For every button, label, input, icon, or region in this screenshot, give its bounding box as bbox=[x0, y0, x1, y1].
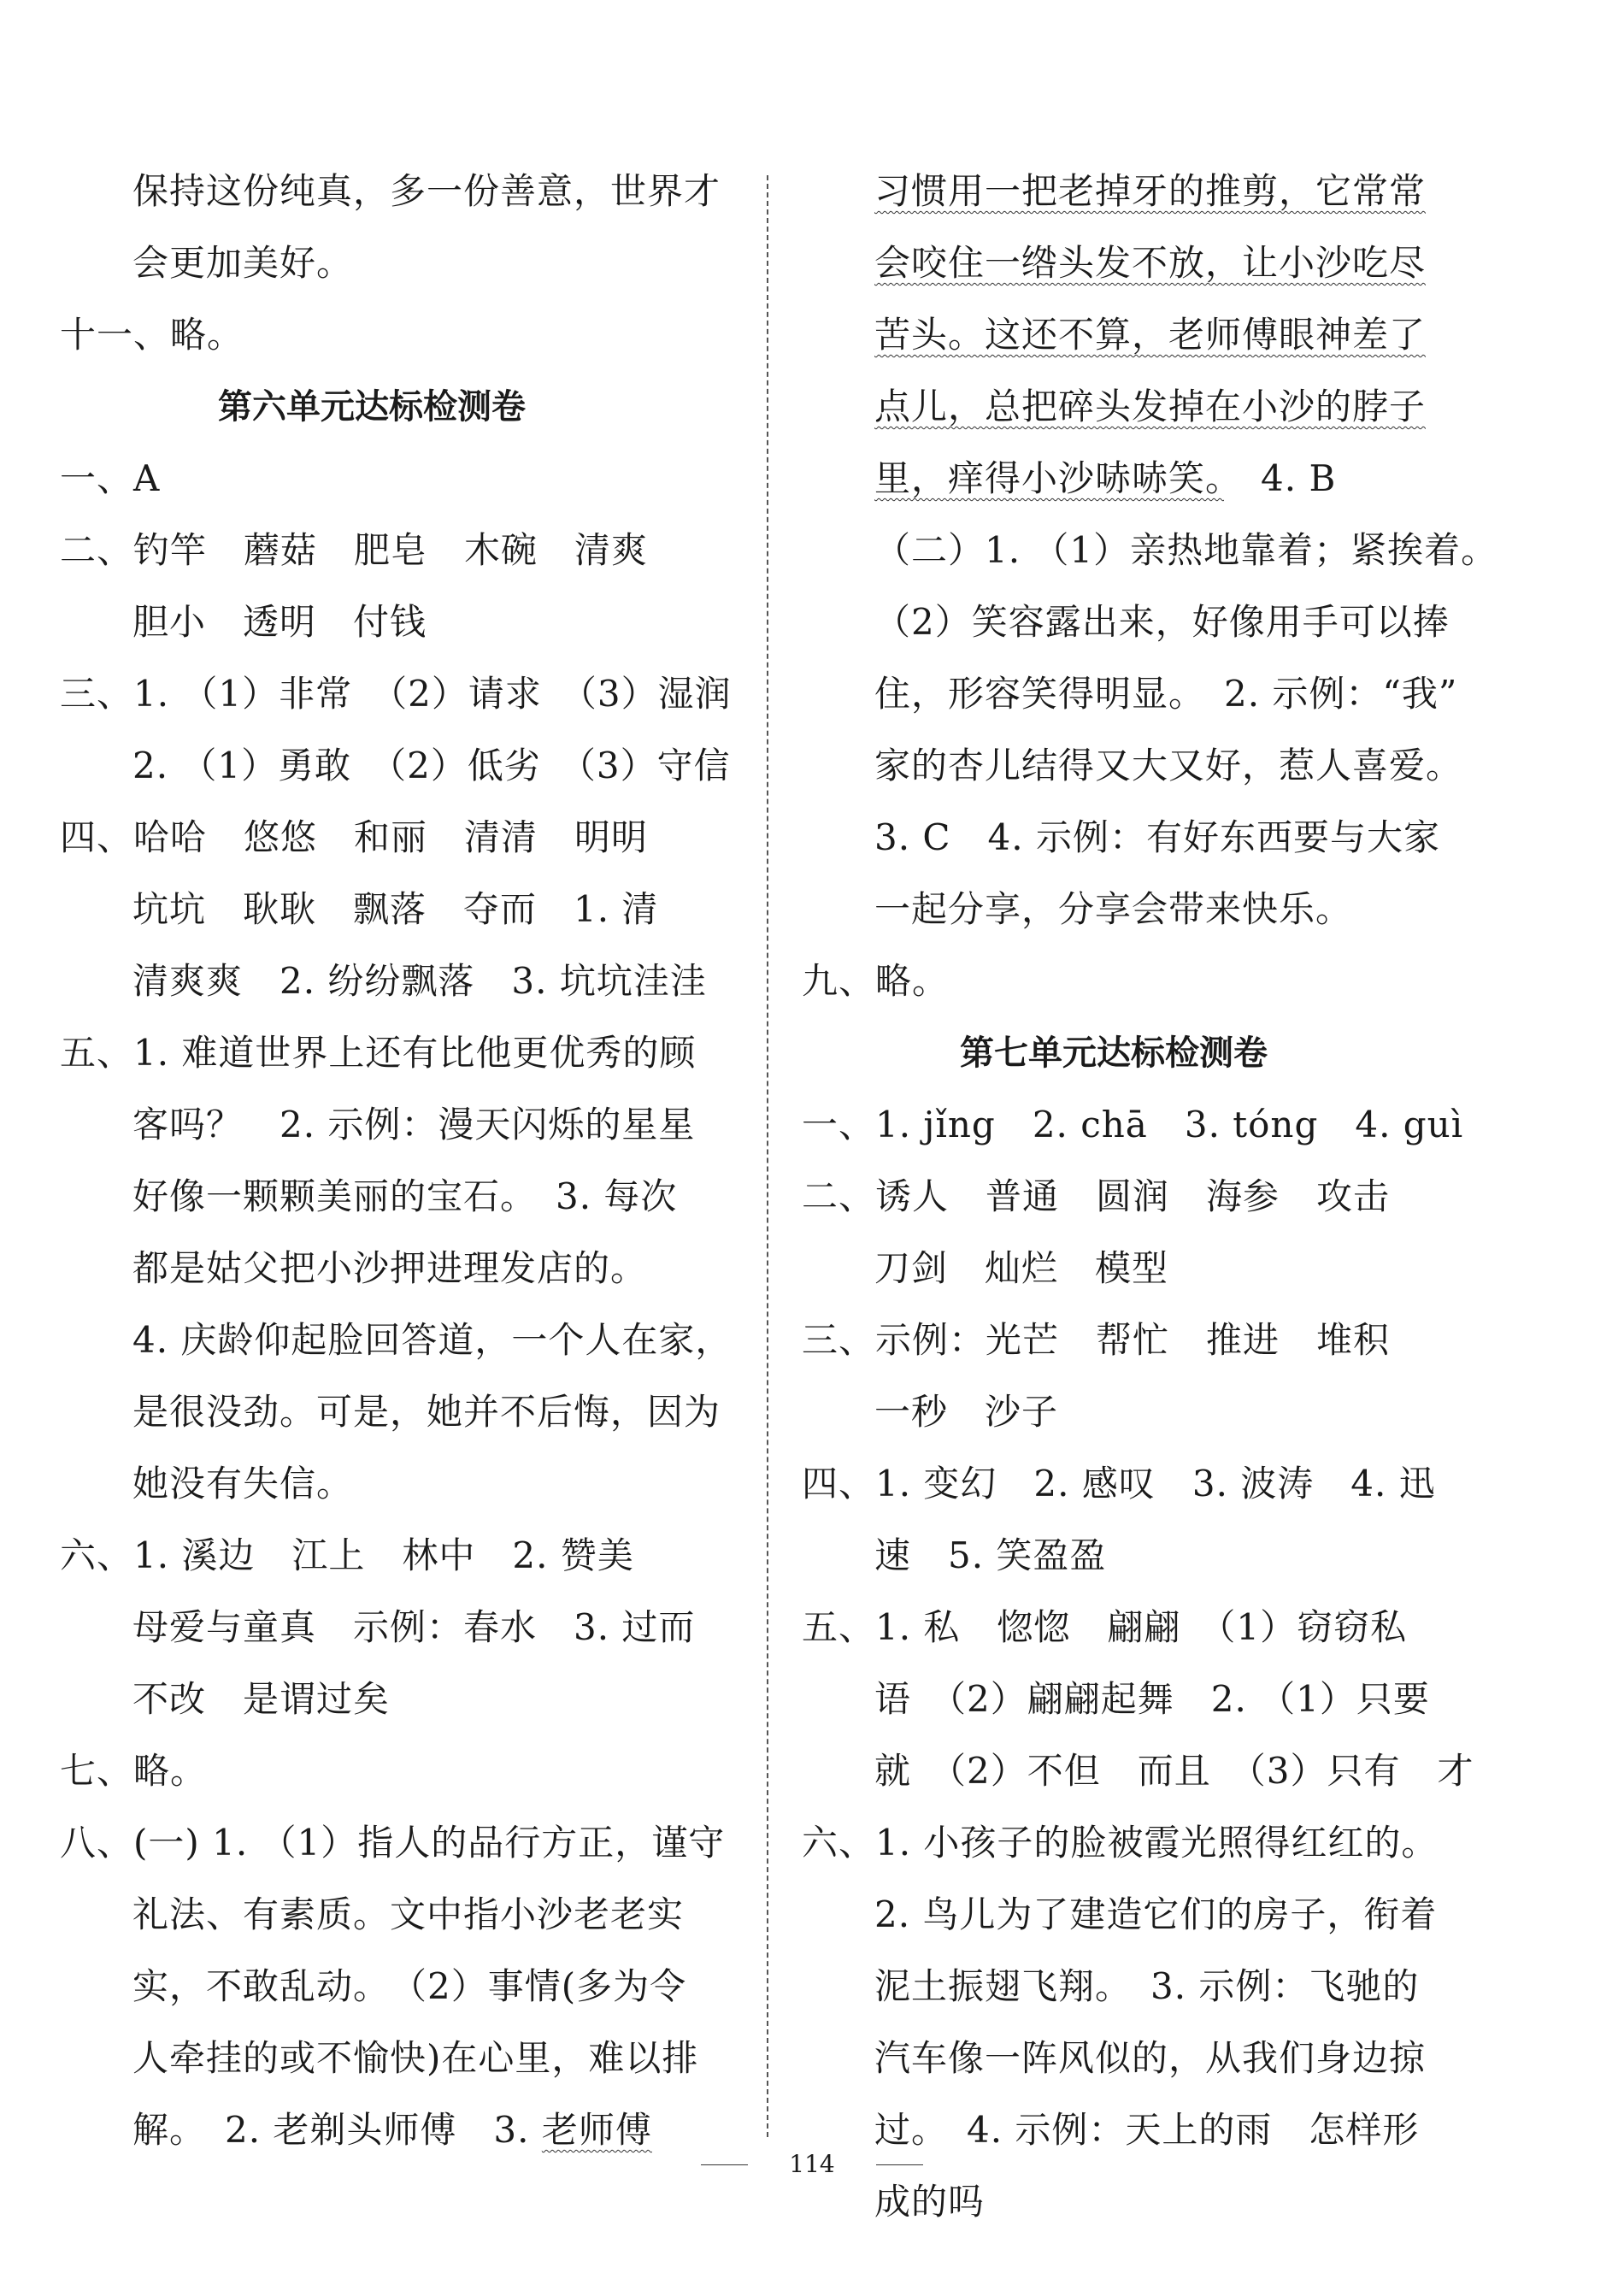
text-line: 七、略。 bbox=[60, 1750, 208, 1792]
wavy-underlined-text: 里，痒得小沙哧哧笑。 bbox=[874, 457, 1225, 499]
wavy-underlined-line: 苦头。这还不算，老师傅眼神差了 bbox=[874, 314, 1427, 356]
text-fragment: 解。 2. 老剃头师傅 3. bbox=[132, 2109, 542, 2151]
wavy-underlined-text: 老师傅 bbox=[541, 2109, 652, 2151]
text-line: 六、1. 溪边 江上 林中 2. 赞美 bbox=[60, 1534, 634, 1576]
text-line: 六、1. 小孩子的脸被霞光照得红红的。 bbox=[802, 1822, 1439, 1864]
text-line: 五、1. 私 惚惚 翩翩 （1）窃窃私 bbox=[802, 1606, 1408, 1648]
text-line: 一、A bbox=[60, 457, 161, 499]
text-line: 实，不敢乱动。 （2）事情(多为令 bbox=[132, 1965, 687, 2007]
wavy-underlined-line: 习惯用一把老掉牙的推剪，它常常 bbox=[874, 170, 1427, 212]
text-line: 好像一颗颗美丽的宝石。 3. 每次 bbox=[132, 1175, 678, 1217]
text-line bbox=[874, 453, 1336, 504]
text-line: 一起分享，分享会带来快乐。 bbox=[874, 888, 1353, 930]
page-number: 114 bbox=[789, 2150, 835, 2178]
text-line: 汽车像一阵风似的，从我们身边掠 bbox=[874, 2037, 1427, 2079]
text-line: 一秒 沙子 bbox=[874, 1391, 1059, 1433]
text-line: 3. C 4. 示例：有好东西要与大家 bbox=[874, 816, 1440, 858]
text-line: 人牵挂的或不愉快)在心里，难以排 bbox=[132, 2037, 699, 2079]
text-line: 4. 庆龄仰起脸回答道，一个人在家， bbox=[132, 1319, 733, 1361]
wavy-underlined-line: 点儿，总把碎头发掉在小沙的脖子 bbox=[874, 386, 1427, 427]
text-line: 一、1. jǐng 2. chā 3. tóng 4. guì bbox=[802, 1104, 1464, 1145]
text-line: 二、钓竿 蘑菇 肥皂 木碗 清爽 bbox=[60, 529, 649, 571]
text-line: 五、1. 难道世界上还有比他更优秀的顾 bbox=[60, 1032, 697, 1074]
text-fragment: 4. B bbox=[1224, 457, 1337, 499]
text-line: 会更加美好。 bbox=[132, 242, 354, 284]
wavy-underlined-line: 会咬住一绺头发不放，让小沙吃尽 bbox=[874, 242, 1427, 284]
text-line: 2. 鸟儿为了建造它们的房子，衔着 bbox=[874, 1893, 1438, 1935]
text-line: 清爽爽 2. 纷纷飘落 3. 坑坑洼洼 bbox=[132, 960, 707, 1002]
text-line: 二、诱人 普通 圆润 海参 攻击 bbox=[802, 1175, 1391, 1217]
text-line: 保持这份纯真，多一份善意，世界才 bbox=[132, 170, 721, 212]
text-line: 三、示例：光芒 帮忙 推进 堆积 bbox=[802, 1319, 1391, 1361]
text-line: 四、1. 变幻 2. 感叹 3. 波涛 4. 迅 bbox=[802, 1463, 1436, 1505]
text-line: 不改 是谓过矣 bbox=[132, 1678, 391, 1720]
text-line: （2）笑容露出来，好像用手可以捧 bbox=[874, 601, 1450, 643]
text-line: 都是姑父把小沙押进理发店的。 bbox=[132, 1247, 648, 1289]
text-line: 母爱与童真 示例：春水 3. 过而 bbox=[132, 1606, 696, 1648]
text-line: 十一、略。 bbox=[60, 314, 244, 356]
text-line: 坑坑 耿耿 飘落 夺而 1. 清 bbox=[132, 888, 659, 930]
text-line: 成的吗 bbox=[874, 2181, 986, 2223]
text-line: 九、略。 bbox=[802, 960, 950, 1002]
text-line: 礼法、有素质。文中指小沙老老实 bbox=[132, 1893, 685, 1935]
page-footer bbox=[0, 2147, 1624, 2182]
text-line: 泥土振翅飞翔。 3. 示例：飞驰的 bbox=[874, 1965, 1420, 2007]
text-line: 是很没劲。可是，她并不后悔，因为 bbox=[132, 1391, 721, 1433]
text-line: 语 （2）翩翩起舞 2. （1）只要 bbox=[874, 1678, 1430, 1720]
text-line: 胆小 透明 付钱 bbox=[132, 601, 427, 643]
text-line: 住，形容笑得明显。 2. 示例：“我” bbox=[874, 673, 1458, 715]
text-line: 三、1. （1）非常 （2）请求 （3）湿润 bbox=[60, 673, 732, 715]
section-heading: 第六单元达标检测卷 bbox=[218, 387, 526, 427]
text-line: 2. （1）勇敢 （2）低劣 （3）守信 bbox=[132, 745, 731, 786]
column-divider bbox=[767, 175, 768, 2137]
text-line: 过。 4. 示例：天上的雨 怎样形 bbox=[874, 2109, 1420, 2151]
text-line: 八、(一) 1. （1）指人的品行方正，谨守 bbox=[60, 1822, 726, 1864]
text-line: 刀剑 灿烂 模型 bbox=[874, 1247, 1169, 1289]
text-line: 就 （2）不但 而且 （3）只有 才 bbox=[874, 1750, 1474, 1792]
text-line: 家的杏儿结得又大又好，惹人喜爱。 bbox=[874, 745, 1463, 786]
section-heading: 第七单元达标检测卷 bbox=[960, 1033, 1268, 1073]
text-line: 四、哈哈 悠悠 和丽 清清 明明 bbox=[60, 816, 649, 858]
text-line: 客吗？ 2. 示例：漫天闪烁的星星 bbox=[132, 1104, 696, 1145]
footer-dash-right bbox=[876, 2164, 923, 2165]
text-line: 她没有失信。 bbox=[132, 1463, 354, 1505]
text-line: （二）1. （1）亲热地靠着；紧挨着。 bbox=[874, 529, 1498, 571]
text-line: 速 5. 笑盈盈 bbox=[874, 1534, 1107, 1576]
